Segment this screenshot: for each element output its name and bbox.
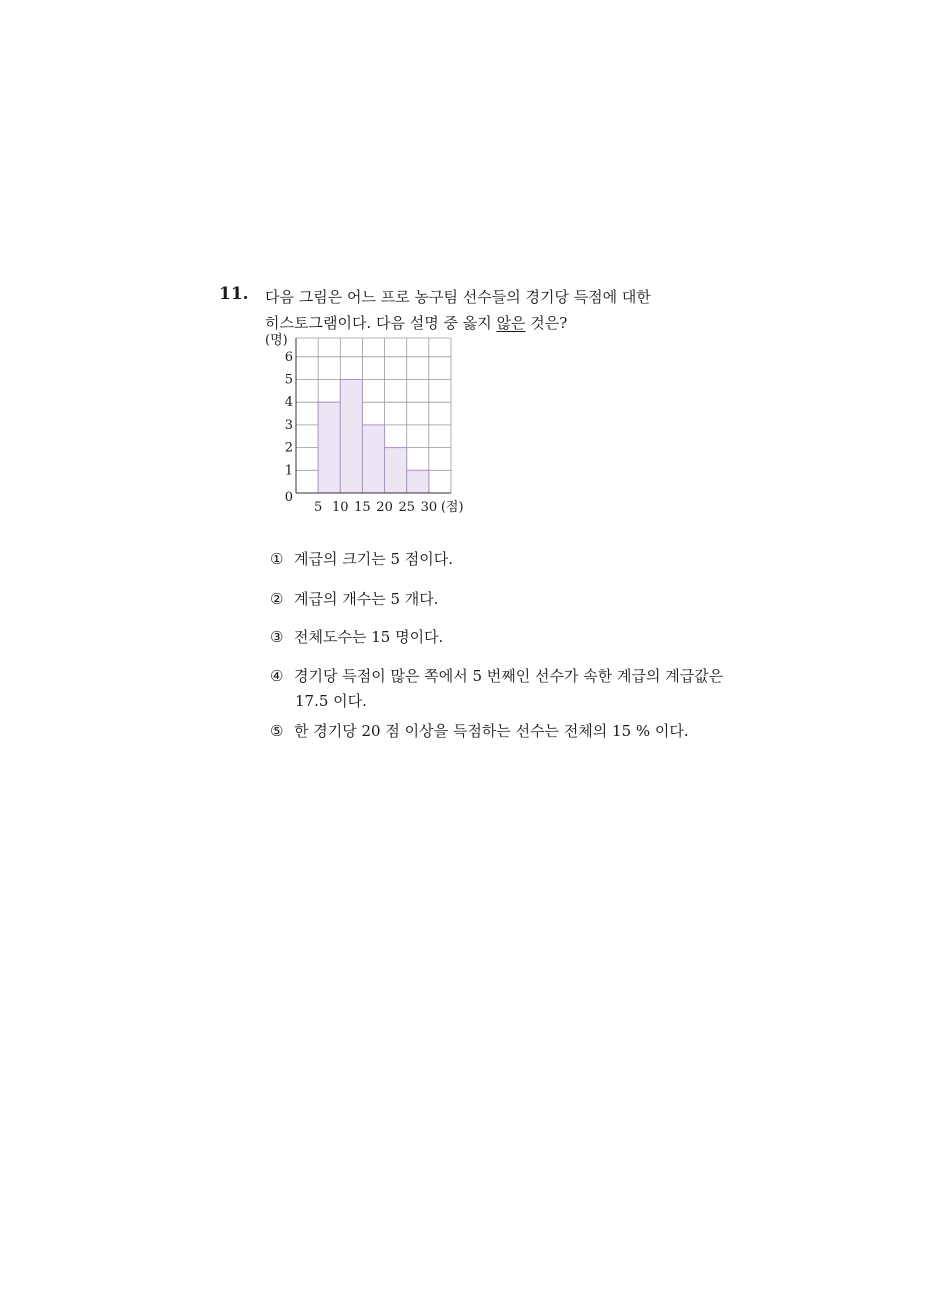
choice-1-text: 계급의 크기는 5 점이다. — [294, 550, 454, 568]
y-tick-label: 3 — [284, 417, 293, 433]
histogram-chart — [255, 330, 485, 520]
x-tick-label: 30 — [420, 500, 438, 515]
choice-2-mark: ② — [270, 590, 284, 608]
choice-1[interactable] — [270, 548, 453, 569]
question-stem-line-1: 다음 그림은 어느 프로 농구팀 선수들의 경기당 득점에 대한 — [265, 288, 651, 306]
histogram-bar-4 — [385, 448, 407, 493]
question-number: 11. — [219, 284, 249, 304]
choice-3[interactable] — [270, 626, 443, 647]
choice-5-mark: ⑤ — [270, 722, 284, 740]
choice-4-continuation: 17.5 이다. — [295, 692, 367, 710]
x-axis-unit-label: (점) — [440, 500, 464, 515]
stem-text-after: 것은? — [525, 314, 568, 332]
x-tick-label: 10 — [332, 500, 349, 515]
chart-bars — [318, 380, 429, 494]
choice-3-mark: ③ — [270, 628, 284, 646]
y-tick-label: 0 — [284, 490, 293, 505]
histogram-bar-1 — [318, 402, 340, 493]
x-tick-label: 15 — [354, 500, 371, 515]
choice-5[interactable] — [270, 720, 689, 741]
choice-4[interactable] — [270, 665, 723, 686]
y-axis-unit-label: (명) — [265, 333, 288, 348]
choice-3-text: 전체도수는 15 명이다. — [294, 628, 444, 646]
y-tick-label: 4 — [284, 395, 293, 411]
x-tick-label: 25 — [398, 500, 415, 515]
y-tick-label: 5 — [284, 372, 293, 388]
choice-5-text: 한 경기당 20 점 이상을 득점하는 선수는 전체의 15 % 이다. — [294, 722, 689, 740]
histogram-bar-2 — [340, 380, 362, 494]
choice-2[interactable] — [270, 588, 439, 609]
y-tick-label: 2 — [284, 440, 293, 456]
y-tick-label: 6 — [284, 349, 293, 365]
choice-4-text: 경기당 득점이 많은 쪽에서 5 번째인 선수가 속한 계급의 계급값은 — [294, 667, 724, 685]
choice-4-mark: ④ — [270, 667, 284, 685]
stem-text-before: 히스토그램이다. 다음 설명 중 옳지 — [265, 314, 497, 332]
choice-1-mark: ① — [270, 550, 284, 568]
histogram-bar-3 — [362, 425, 384, 493]
x-tick-label: 5 — [314, 500, 323, 515]
y-tick-label: 1 — [284, 463, 293, 479]
x-tick-label: 20 — [376, 500, 393, 515]
histogram-bar-5 — [407, 470, 429, 493]
stem-underlined-word: 않은 — [496, 314, 526, 332]
choice-2-text: 계급의 개수는 5 개다. — [294, 590, 439, 608]
